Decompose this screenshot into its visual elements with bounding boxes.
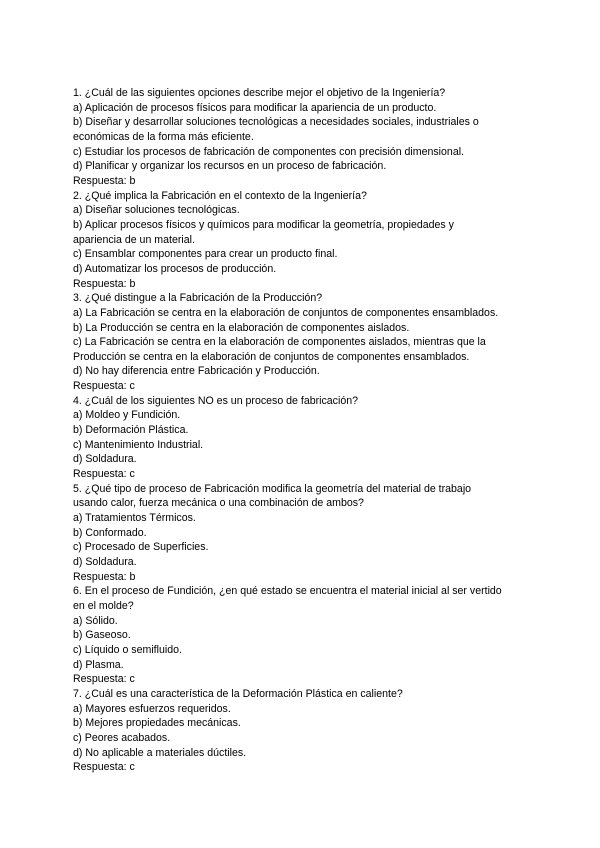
question-text: 7. ¿Cuál es una característica de la Deformación Plástica en caliente? bbox=[73, 687, 403, 700]
option-line: c) La Fabricación se centra en la elaboración de componentes aislados, mientras que la bbox=[73, 336, 486, 349]
option-line: c) Procesado de Superficies. bbox=[73, 541, 209, 554]
question-text: 6. En el proceso de Fundición, ¿en qué estado se encuentra el material inicial al ser vertido bbox=[73, 585, 502, 598]
option-line: c) Ensamblar componentes para crear un producto final. bbox=[73, 248, 338, 261]
option-line: d) Planificar y organizar los recursos en un proceso de fabricación. bbox=[73, 160, 387, 173]
option-line: d) No hay diferencia entre Fabricación y Producción. bbox=[73, 365, 320, 378]
question-block-3 bbox=[73, 291, 533, 394]
option-line: d) Automatizar los procesos de producción. bbox=[73, 262, 277, 275]
option-line: d) No aplicable a materiales dúctiles. bbox=[73, 746, 247, 759]
answer-line: Respuesta: b bbox=[73, 570, 136, 583]
answer-line: Respuesta: c bbox=[73, 380, 135, 393]
option-line: b) Mejores propiedades mecánicas. bbox=[73, 717, 241, 730]
option-line: b) La Producción se centra en la elaboración de componentes aislados. bbox=[73, 321, 410, 334]
question-text: 2. ¿Qué implica la Fabricación en el contexto de la Ingeniería? bbox=[73, 189, 367, 202]
question-block-5 bbox=[73, 482, 533, 585]
option-line: d) Soldadura. bbox=[73, 556, 137, 568]
question-text: 1. ¿Cuál de las siguientes opciones describe mejor el objetivo de la Ingeniería? bbox=[73, 87, 446, 99]
option-line: a) Tratamientos Térmicos. bbox=[73, 512, 196, 525]
option-line: apariencia de un material. bbox=[73, 233, 195, 246]
option-line: a) Aplicación de procesos físicos para modificar la apariencia de un producto. bbox=[73, 101, 437, 114]
question-block-1 bbox=[73, 86, 533, 189]
option-line: c) Mantenimiento Industrial. bbox=[73, 438, 204, 451]
answer-line: Respuesta: c bbox=[73, 673, 135, 686]
option-line: en el molde? bbox=[73, 599, 134, 612]
answer-line: Respuesta: b bbox=[73, 174, 136, 187]
option-line: a) Moldeo y Fundición. bbox=[73, 409, 181, 422]
option-line: d) Soldadura. bbox=[73, 453, 137, 466]
option-line: a) La Fabricación se centra en la elaboración de conjuntos de componentes ensamblados. bbox=[73, 306, 499, 319]
option-line: b) Conformado. bbox=[73, 526, 147, 539]
option-line: c) Líquido o semifluido. bbox=[73, 643, 182, 656]
question-block-6 bbox=[73, 584, 533, 687]
answer-line: Respuesta: c bbox=[73, 761, 135, 774]
option-line: b) Aplicar procesos físicos y químicos para modificar la geometría, propiedades y bbox=[73, 218, 454, 231]
question-block-7 bbox=[73, 687, 533, 775]
option-line: b) Deformación Plástica. bbox=[73, 424, 189, 437]
question-text: 5. ¿Qué tipo de proceso de Fabricación modifica la geometría del material de trabajo bbox=[73, 482, 472, 495]
option-line: b) Diseñar y desarrollar soluciones tecnológicas a necesidades sociales, industriales o bbox=[73, 116, 479, 129]
question-block-2 bbox=[73, 189, 533, 292]
answer-line: Respuesta: b bbox=[73, 277, 136, 290]
option-line: b) Gaseoso. bbox=[73, 629, 131, 642]
option-line: a) Sólido. bbox=[73, 614, 118, 627]
option-line: a) Diseñar soluciones tecnológicas. bbox=[73, 204, 240, 217]
option-line: d) Plasma. bbox=[73, 658, 124, 671]
option-line: económicas de la forma más eficiente. bbox=[73, 130, 254, 143]
option-line: c) Estudiar los procesos de fabricación de componentes con precisión dimensional. bbox=[73, 145, 465, 158]
option-line: a) Mayores esfuerzos requeridos. bbox=[73, 702, 231, 715]
quiz-content bbox=[73, 86, 533, 775]
option-line: c) Peores acabados. bbox=[73, 731, 171, 744]
answer-line: Respuesta: c bbox=[73, 468, 135, 481]
question-text: 4. ¿Cuál de los siguientes NO es un proceso de fabricación? bbox=[73, 394, 359, 407]
option-line: Producción se centra en la elaboración de conjuntos de componentes ensamblados. bbox=[73, 350, 470, 363]
question-text: 3. ¿Qué distingue a la Fabricación de la Producción? bbox=[73, 292, 323, 305]
question-block-4 bbox=[73, 394, 533, 482]
option-line: usando calor, fuerza mecánica o una combinación de ambos? bbox=[73, 497, 364, 510]
